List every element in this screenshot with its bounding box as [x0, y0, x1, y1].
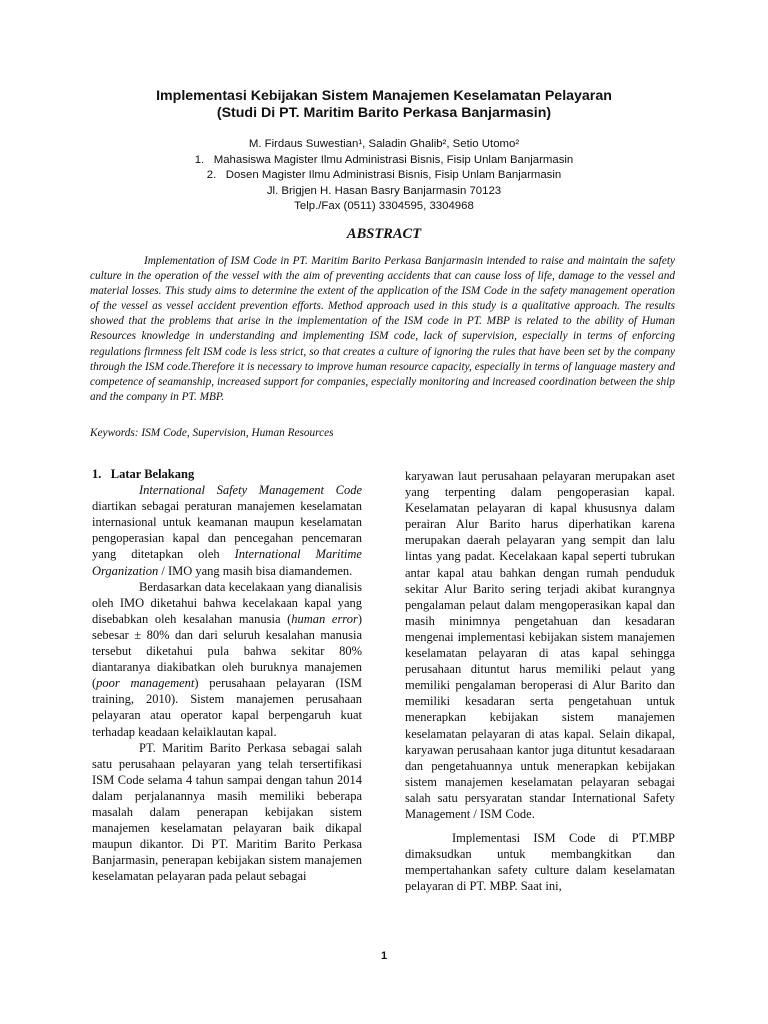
author-block: [60, 137, 708, 215]
address: Jl. Brigjen H. Hasan Basry Banjarmasin 70123: [266, 184, 502, 197]
p2-italic-d: poor management: [96, 676, 195, 691]
affiliation-2: 2. Dosen Magister Ilmu Administrasi Bisnis, Fisip Unlam Banjarmasin: [206, 169, 562, 182]
p2-text-e: ) perusahaan pelayaran (ISM training, 2010). Sistem manajemen perusahaan pelayaran atau operator kapal berpengaruh kuat terhadap keadaan kelaiklautan kapal.: [92, 676, 362, 739]
paragraph-4: karyawan laut perusahaan pelayaran merupakan aset yang terpenting dalam pengoperasian kapal. Keselamatan pelayaran di kapal khususnya dalam perairan Alur Barito harus diperhatikan karena merupakan daerah pelayaran yang sempit dan lalu lintas yang padat. Kecelakaan kapal seperti tubrukan antar kapal atau bahkan dengan rumah penduduk sekitar Alur Barito sering terjadi akibat kurangnya pengalaman pelaut dalam mengoperasikan kapal dan masih minimnya pengetahuan dan kesadaran mengenai implementasi kebijakan sistem manajemen keselamatan pelayaran di atas kapal sehingga perusahaan dituntut harus memiliki pelaut yang memiliki pengalaman beroperasi di Alur Barito dan memiliki kesadaran serta pengetahuan untuk menerapkan kebijakan sistem manajemen keselamatan pelayaran di atas kapal. Selain dikapal, karyawan perusahaan kantor juga dituntut kesadaraan dan pengetahuannya untuk menerapkan kebijakan sistem manajemen keselamatan pelayaran sebagai salah satu persyaratan standar International Safety Management / ISM Code.: [405, 469, 675, 821]
paragraph-5: Implementasi ISM Code di PT.MBP dimaksudkan untuk membangkitkan dan mempertahankan safety culture dalam keselamatan pelayaran di PT. MBP. Saat ini,: [405, 831, 675, 894]
abstract-text: Implementation of ISM Code in PT. Maritim Barito Perkasa Banjarmasin intended to raise and maintain the safety culture in the operation of the vessel with the aim of preventing accidents that can cause loss of life, damage to the vessel and material losses. This study aims to determine the extent of the application of the ISM Code in the safety management operation of the vessel as vessel accident prevention efforts. Method approach used in this study is a qualitative approach. The results showed that the problems that arise in the implementation of the ISM code in PT. MBP is related to the ability of Human Resources knowledge in understanding and implementing ISM code, lack of supervision, especially in terms of enforcing regulations firmness felt ISM code is less strict, so that creates a culture of ignoring the rules that have been set by the company through the ISM code.Therefore it is necessary to improve human resource capacity, especially in terms of language mastery and competence of seamanship, increased support for companies, especially monitoring and increased coordination between the ship and the company in PT. MBP.: [90, 255, 675, 403]
paragraph-1: [92, 482, 362, 579]
p2-italic-b: human error: [291, 611, 358, 626]
title-line-1: Implementasi Kebijakan Sistem Manajemen Keselamatan Pelayaran: [156, 88, 612, 104]
p2-text-a: Berdasarkan data kecelakaan yang dianalisis oleh IMO diketahui bahwa kecelakaan kapal yang disebabkan oleh kesalahan manusia (: [92, 579, 362, 626]
keywords: Keywords: ISM Code, Supervision, Human Resources: [90, 427, 334, 439]
paper-title: [60, 88, 708, 122]
paragraph-2: [92, 579, 362, 740]
author-names: M. Firdaus Suwestian¹, Saladin Ghalib², Setio Utomo²: [248, 138, 520, 150]
affiliation-1: 1. Mahasiswa Magister Ilmu Administrasi Bisnis, Fisip Unlam Banjarmasin: [194, 153, 574, 166]
p1-italic-c: International Maritime Organization: [92, 547, 362, 578]
p1-text-b: diartikan sebagai peraturan manajemen keselamatan internasional untuk keamanan maupun keselamatan pengoperasian kapal dan pencegahan pencemaran yang ditetapkan oleh: [92, 499, 362, 562]
paragraph-3: PT. Maritim Barito Perkasa sebagai salah satu perusahaan pelayaran yang telah tersertifikasi ISM Code selama 4 tahun sampai dengan tahun 2014 dalam perjalanannya masih memiliki beberapa masalah dalam penerapan kebijakan sistem manajemen keselamatan pelayaran baik dikapal maupun dikantor. Di PT. Maritim Barito Perkasa Banjarmasin, penerapan kebijakan sistem manajemen keselamatan pelayaran pada pelaut sebagai: [92, 740, 362, 884]
page-number: 1: [380, 950, 388, 962]
right-column: [405, 468, 675, 894]
p2-text-c: ) sebesar ± 80% dan dari seluruh kesalahan manusia tersebut diketahui pula bahwa sekitar 80% diantaranya diakibatkan oleh buruknya manajemen (: [92, 611, 362, 691]
phone-fax: Telp./Fax (0511) 3304595, 3304968: [294, 200, 474, 213]
abstract-heading: ABSTRACT: [346, 226, 422, 242]
p1-text-d: / IMO yang masih bisa diamandemen.: [158, 563, 353, 578]
section-heading: 1. Latar Belakang: [92, 467, 195, 481]
left-column: [92, 466, 362, 884]
title-line-2: (Studi Di PT. Maritim Barito Perkasa Banjarmasin): [216, 105, 552, 121]
p1-italic-a: International Safety Management Code: [139, 483, 362, 498]
